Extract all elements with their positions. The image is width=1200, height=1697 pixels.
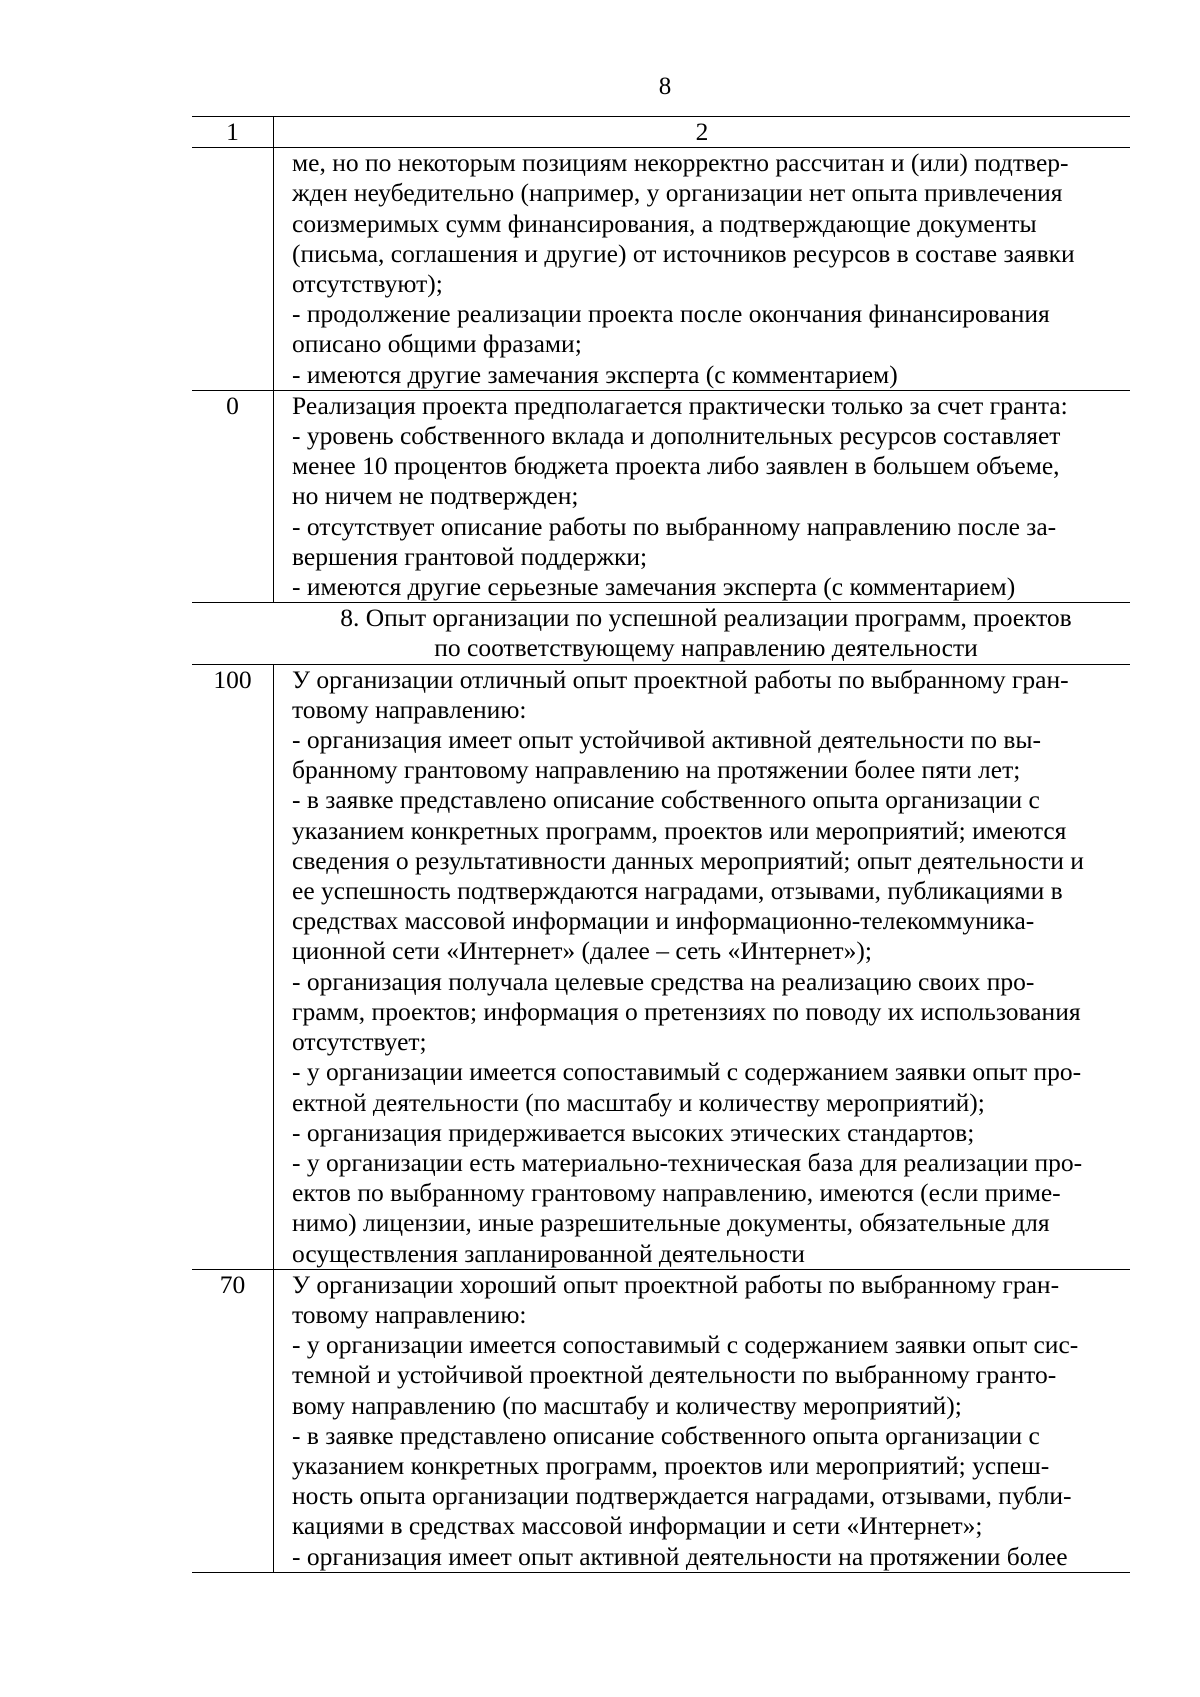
- description-line: - организация получала целевые средства на реализацию своих про-: [292, 966, 1035, 996]
- table-header-row: [192, 117, 1130, 148]
- description-line: - продолжение реализации проекта после окончания финансирования: [292, 299, 1050, 329]
- description-line: - в заявке представлено описание собственного опыта организации с: [292, 785, 1040, 815]
- description-line: - организация имеет опыт активной деятельности на протяжении более: [292, 1541, 1068, 1571]
- description-line: ее успешность подтверждаются наградами, отзывами, публикациями в: [292, 876, 1063, 906]
- description-cell: [274, 1270, 1130, 1572]
- description-line: вому направлению (по масштабу и количеству мероприятий);: [292, 1390, 962, 1420]
- table-row: [192, 148, 1130, 391]
- description-line: нимо) лицензии, иные разрешительные документы, обязательные для: [292, 1208, 1050, 1238]
- description-line: ектов по выбранному грантовому направлению, имеются (если приме-: [292, 1178, 1061, 1208]
- description-line: У организации хороший опыт проектной работы по выбранному гран-: [292, 1269, 1060, 1299]
- description-line: - организация придерживается высоких этических стандартов;: [292, 1117, 975, 1147]
- description-line: - у организации имеется сопоставимый с содержанием заявки опыт сис-: [292, 1330, 1079, 1360]
- description-line: соизмеримых сумм финансирования, а подтверждающие документы: [292, 208, 1037, 238]
- description-line: товому направлению:: [292, 694, 527, 724]
- description-line: осуществления запланированной деятельности: [292, 1238, 805, 1268]
- description-line: сведения о результативности данных мероприятий; опыт деятельности и: [292, 845, 1084, 875]
- description-line: бранному грантовому направлению на протяжении более пяти лет;: [292, 755, 1021, 785]
- section-heading: [192, 603, 1130, 664]
- description-line: - уровень собственного вклада и дополнительных ресурсов составляет: [292, 421, 1061, 451]
- description-line: - отсутствует описание работы по выбранному направлению после за-: [292, 511, 1057, 541]
- description-line: - в заявке представлено описание собственного опыта организации с: [292, 1420, 1040, 1450]
- description-line: отсутствуют);: [292, 269, 443, 299]
- description-line: жден неубедительно (например, у организации нет опыта привлечения: [292, 178, 1063, 208]
- header-col-2: 2: [695, 117, 709, 146]
- criteria-table: [192, 116, 1130, 1573]
- description-line: ектной деятельности (по масштабу и количеству мероприятий);: [292, 1087, 985, 1117]
- description-line: - имеются другие серьезные замечания эксперта (с комментарием): [292, 572, 1016, 602]
- description-line: менее 10 процентов бюджета проекта либо заявлен в большем объеме,: [292, 451, 1060, 481]
- description-line: У организации отличный опыт проектной работы по выбранному гран-: [292, 664, 1069, 694]
- description-line: - имеются другие замечания эксперта (с комментарием): [292, 359, 898, 389]
- description-line: ность опыта организации подтверждается наградами, отзывами, публи-: [292, 1481, 1072, 1511]
- description-line: ционной сети «Интернет» (далее – сеть «Интернет»);: [292, 936, 872, 966]
- description-line: но ничем не подтвержден;: [292, 481, 579, 511]
- section-heading-line-2: по соответствующему направлению деятельности: [434, 633, 978, 663]
- page-number: 8: [658, 73, 672, 100]
- description-line: описано общими фразами;: [292, 329, 582, 359]
- description-line: грамм, проектов; информация о претензиях по поводу их использования: [292, 996, 1081, 1026]
- description-line: - у организации есть материально-техническая база для реализации про-: [292, 1147, 1083, 1177]
- description-cell: [274, 391, 1130, 602]
- score-cell: [192, 148, 274, 390]
- table-row: [192, 665, 1130, 1270]
- description-line: отсутствует;: [292, 1027, 427, 1057]
- description-cell: [274, 148, 1130, 390]
- score-cell: 100: [192, 665, 274, 1269]
- description-line: Реализация проекта предполагается практически только за счет гранта:: [292, 390, 1068, 420]
- description-line: товому направлению:: [292, 1299, 527, 1329]
- description-line: кациями в средствах массовой информации и сети «Интернет»;: [292, 1511, 983, 1541]
- description-line: указанием конкретных программ, проектов или мероприятий; имеются: [292, 815, 1067, 845]
- description-cell: [274, 665, 1130, 1269]
- description-line: - организация имеет опыт устойчивой активной деятельности по вы-: [292, 725, 1042, 755]
- section-heading-line-1: 8. Опыт организации по успешной реализации программ, проектов: [340, 603, 1072, 633]
- description-line: средствах массовой информации и информационно-телекоммуника-: [292, 906, 1035, 936]
- description-line: - у организации имеется сопоставимый с содержанием заявки опыт про-: [292, 1057, 1082, 1087]
- header-col-1: 1: [192, 117, 274, 147]
- score-cell: 0: [192, 391, 274, 602]
- description-line: вершения грантовой поддержки;: [292, 541, 648, 571]
- table-row: [192, 1270, 1130, 1573]
- description-line: ме, но по некоторым позициям некорректно рассчитан и (или) подтвер-: [292, 148, 1069, 178]
- score-cell: 70: [192, 1270, 274, 1572]
- description-line: указанием конкретных программ, проектов или мероприятий; успеш-: [292, 1450, 1050, 1480]
- table-row: [192, 391, 1130, 603]
- description-line: (письма, соглашения и другие) от источников ресурсов в составе заявки: [292, 238, 1075, 268]
- description-line: темной и устойчивой проектной деятельности по выбранному гранто-: [292, 1360, 1057, 1390]
